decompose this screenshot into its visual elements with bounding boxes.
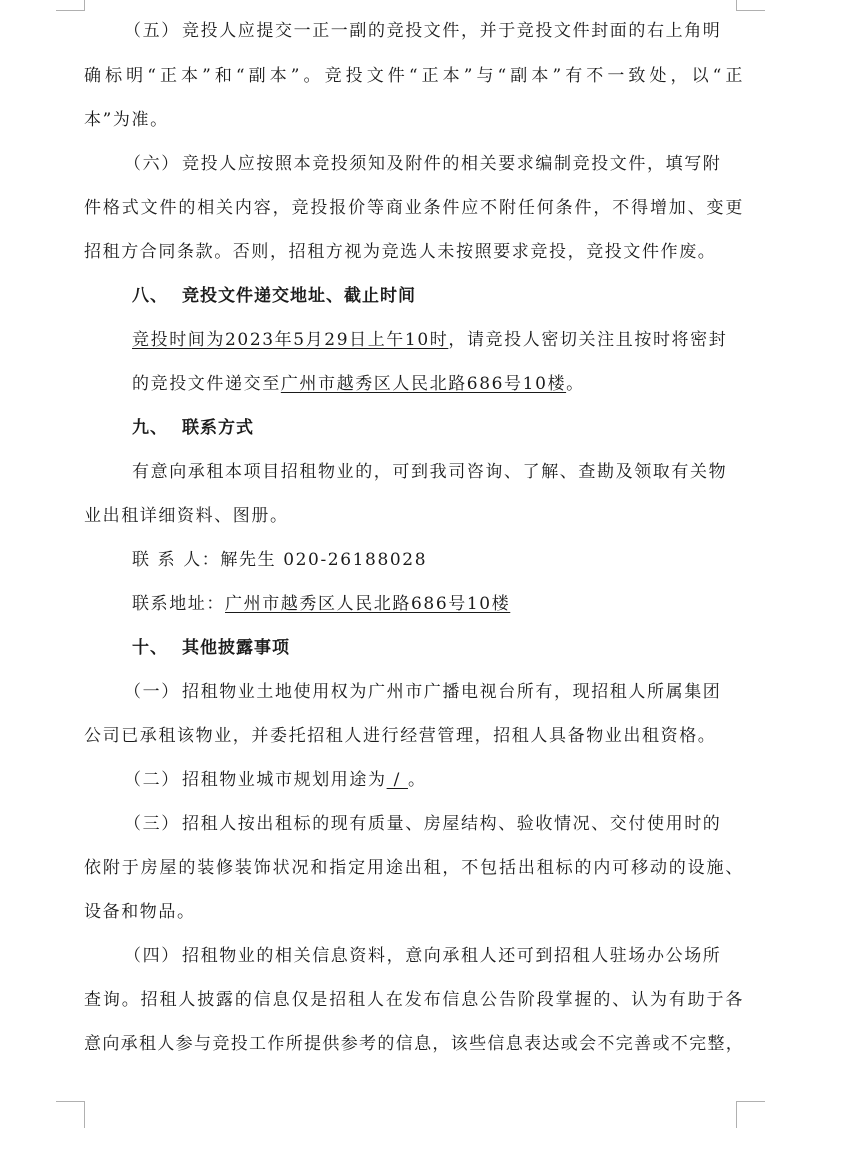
section9-line2: 业出租详细资料、图册。 — [84, 506, 289, 526]
crop-mark-bottom-right — [736, 1101, 765, 1128]
contact-address-label: 联系地址： — [132, 594, 225, 614]
section10-p3-line2: 依附于房屋的装修装饰状况和指定用途出租，不包括出租标的内可移动的设施、 — [84, 858, 744, 878]
para5-line3: 本”为准。 — [84, 110, 169, 130]
para5-number: （五） — [124, 21, 180, 41]
para5-line2: 确标明“正本”和“副本”。竞投文件“正本”与“副本”有不一致处，以“正 — [84, 66, 744, 86]
submission-address: 广州市越秀区人民北路686号10楼 — [280, 374, 567, 394]
section10-p3-number: （三） — [124, 814, 180, 834]
section8-heading — [132, 284, 744, 308]
contact-address: 广州市越秀区人民北路686号10楼 — [225, 594, 511, 614]
section10-heading — [132, 636, 744, 660]
section10-p4-line3: 意向承租人参与竞投工作所提供参考的信息，该些信息表达或会不完善或不完整， — [84, 1034, 744, 1054]
contact-person: 联 系 人：解先生 020-26188028 — [132, 550, 428, 570]
section10-p2-line1 — [124, 768, 744, 792]
section8-text2: 的竞投文件递交至 — [132, 374, 281, 394]
para5-text1: 竞投人应提交一正一副的竞投文件，并于竞投文件封面的右上角明 — [182, 21, 722, 41]
para6-line3: 招租方合同条款。否则，招租方视为竞选人未按照要求竞投，竞投文件作废。 — [84, 242, 717, 262]
section10-p2-text: 招租物业城市规划用途为 — [182, 770, 387, 790]
section8-text3: 。 — [566, 374, 585, 394]
section10-p1-line2: 公司已承租该物业，并委托招租人进行经营管理，招租人具备物业出租资格。 — [84, 726, 717, 746]
section8-number: 八、 — [132, 286, 168, 306]
section10-p3-line3: 设备和物品。 — [84, 902, 196, 922]
contact-address-line — [132, 592, 744, 616]
section10-p4-line1 — [124, 944, 744, 968]
crop-mark-top-left — [56, 0, 85, 11]
section8-line1 — [132, 328, 744, 352]
section8-text1: ，请竞投人密切关注且按时将密封 — [448, 330, 728, 350]
para6-number: （六） — [124, 154, 180, 174]
section8-title: 竞投文件递交地址、截止时间 — [182, 286, 416, 306]
section9-title: 联系方式 — [182, 418, 254, 438]
para6-line1 — [124, 152, 744, 176]
para5-line1 — [124, 19, 744, 43]
crop-mark-bottom-left — [56, 1101, 85, 1128]
submission-time: 竞投时间为2023年5月29日上午10时 — [132, 330, 449, 350]
section10-p3-line1 — [124, 812, 744, 836]
section9-heading — [132, 416, 744, 440]
planning-use-value: / — [386, 770, 408, 790]
section9-line1: 有意向承租本项目招租物业的，可到我司咨询、了解、查勘及领取有关物 — [132, 462, 728, 482]
section10-p1-line1 — [124, 680, 744, 704]
section10-p3-text1: 招租人按出租标的现有质量、房屋结构、验收情况、交付使用时的 — [182, 814, 722, 834]
section10-p2-end: 。 — [407, 770, 427, 790]
para6-line2: 件格式文件的相关内容，竞投报价等商业条件应不附任何条件，不得增加、变更 — [84, 198, 744, 218]
section10-p1-number: （一） — [124, 682, 180, 702]
section10-p4-line2: 查询。招租人披露的信息仅是招租人在发布信息公告阶段掌握的、认为有助于各 — [84, 990, 744, 1010]
section9-number: 九、 — [132, 418, 168, 438]
section8-line2 — [132, 372, 744, 396]
section10-p4-text1: 招租物业的相关信息资料，意向承租人还可到招租人驻场办公场所 — [182, 946, 722, 966]
crop-mark-top-right — [736, 0, 765, 11]
section10-p4-number: （四） — [124, 946, 180, 966]
section10-p1-text1: 招租物业土地使用权为广州市广播电视台所有，现招租人所属集团 — [182, 682, 722, 702]
section10-number: 十、 — [132, 638, 168, 658]
para6-text1: 竞投人应按照本竞投须知及附件的相关要求编制竞投文件，填写附 — [182, 154, 722, 174]
section10-p2-number: （二） — [124, 770, 180, 790]
section10-title: 其他披露事项 — [182, 638, 290, 658]
